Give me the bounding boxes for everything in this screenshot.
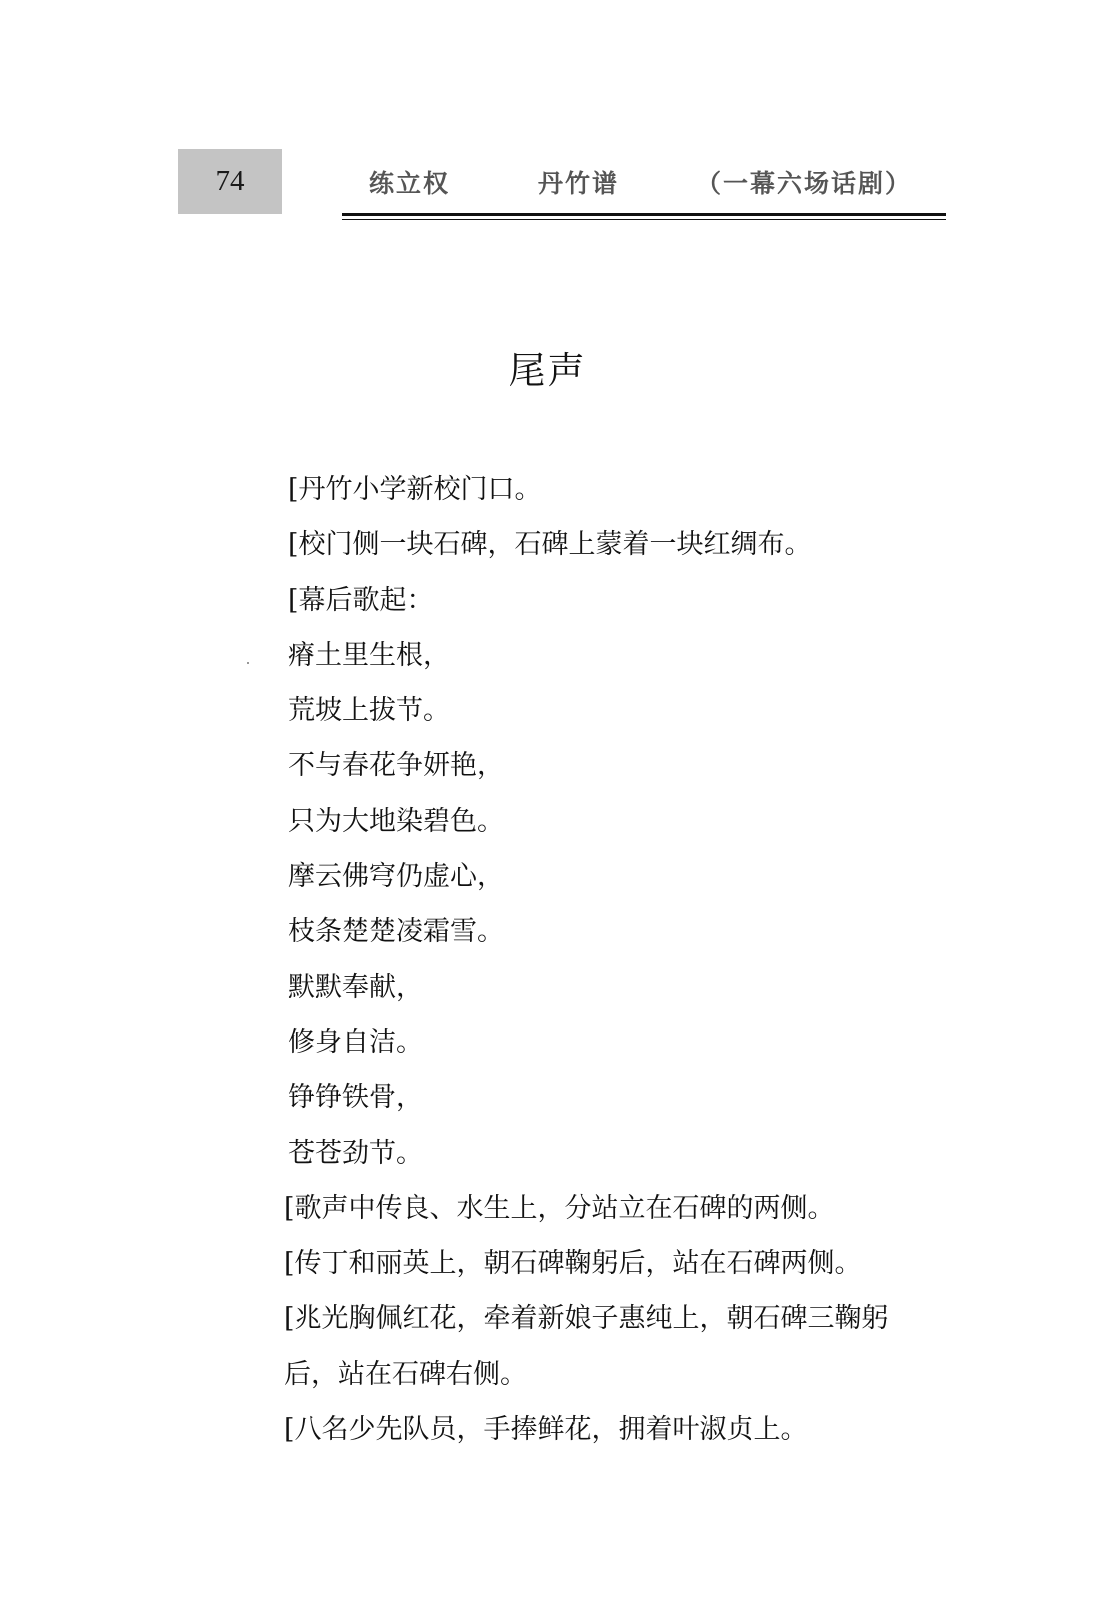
header-rule-thin — [342, 219, 946, 220]
scan-speck — [247, 662, 249, 664]
header-book-title: 丹竹谱 — [538, 169, 620, 198]
stage-direction-line: [歌声中传良、水生上，分站立在石碑的两侧。 — [284, 1192, 835, 1224]
page-number: 74 — [178, 149, 282, 214]
song-line: 只为大地染碧色。 — [288, 805, 504, 837]
song-line: 不与春花争妍艳， — [288, 750, 504, 782]
song-line: 苍苍劲节。 — [288, 1137, 423, 1169]
stage-direction-line: [传丁和丽英上，朝石碑鞠躬后，站在石碑两侧。 — [284, 1248, 862, 1280]
stage-direction-line: [校门侧一块石碑，石碑上蒙着一块红绸布。 — [288, 529, 812, 561]
song-line: 摩云佛穹仍虚心， — [288, 861, 504, 893]
song-line: 修身自洁。 — [288, 1026, 423, 1058]
stage-direction-line: [幕后歌起： — [288, 584, 434, 616]
song-line: 瘠土里生根， — [288, 639, 450, 671]
stage-direction-continuation: 后，站在石碑右侧。 — [284, 1358, 527, 1390]
stage-direction-line: [丹竹小学新校门口。 — [288, 474, 542, 505]
stage-direction-line: [八名少先队员，手捧鲜花，拥着叶淑贞上。 — [284, 1414, 808, 1446]
running-header — [342, 160, 946, 200]
header-genre: （一幕六场话剧） — [696, 169, 913, 198]
script-text — [284, 462, 968, 1457]
stage-direction-line: [兆光胸佩红花，牵着新娘子惠纯上，朝石碑三鞠躬 — [284, 1303, 889, 1335]
song-line: 默默奉献， — [288, 971, 423, 1003]
header-author: 练立权 — [369, 169, 451, 198]
song-line: 枝条楚楚凌霜雪。 — [288, 916, 504, 948]
song-line: 铮铮铁骨， — [288, 1082, 423, 1114]
song-line: 荒坡上拔节。 — [288, 695, 450, 727]
header-rule-thick — [342, 213, 946, 216]
section-title: 尾声 — [508, 349, 587, 392]
